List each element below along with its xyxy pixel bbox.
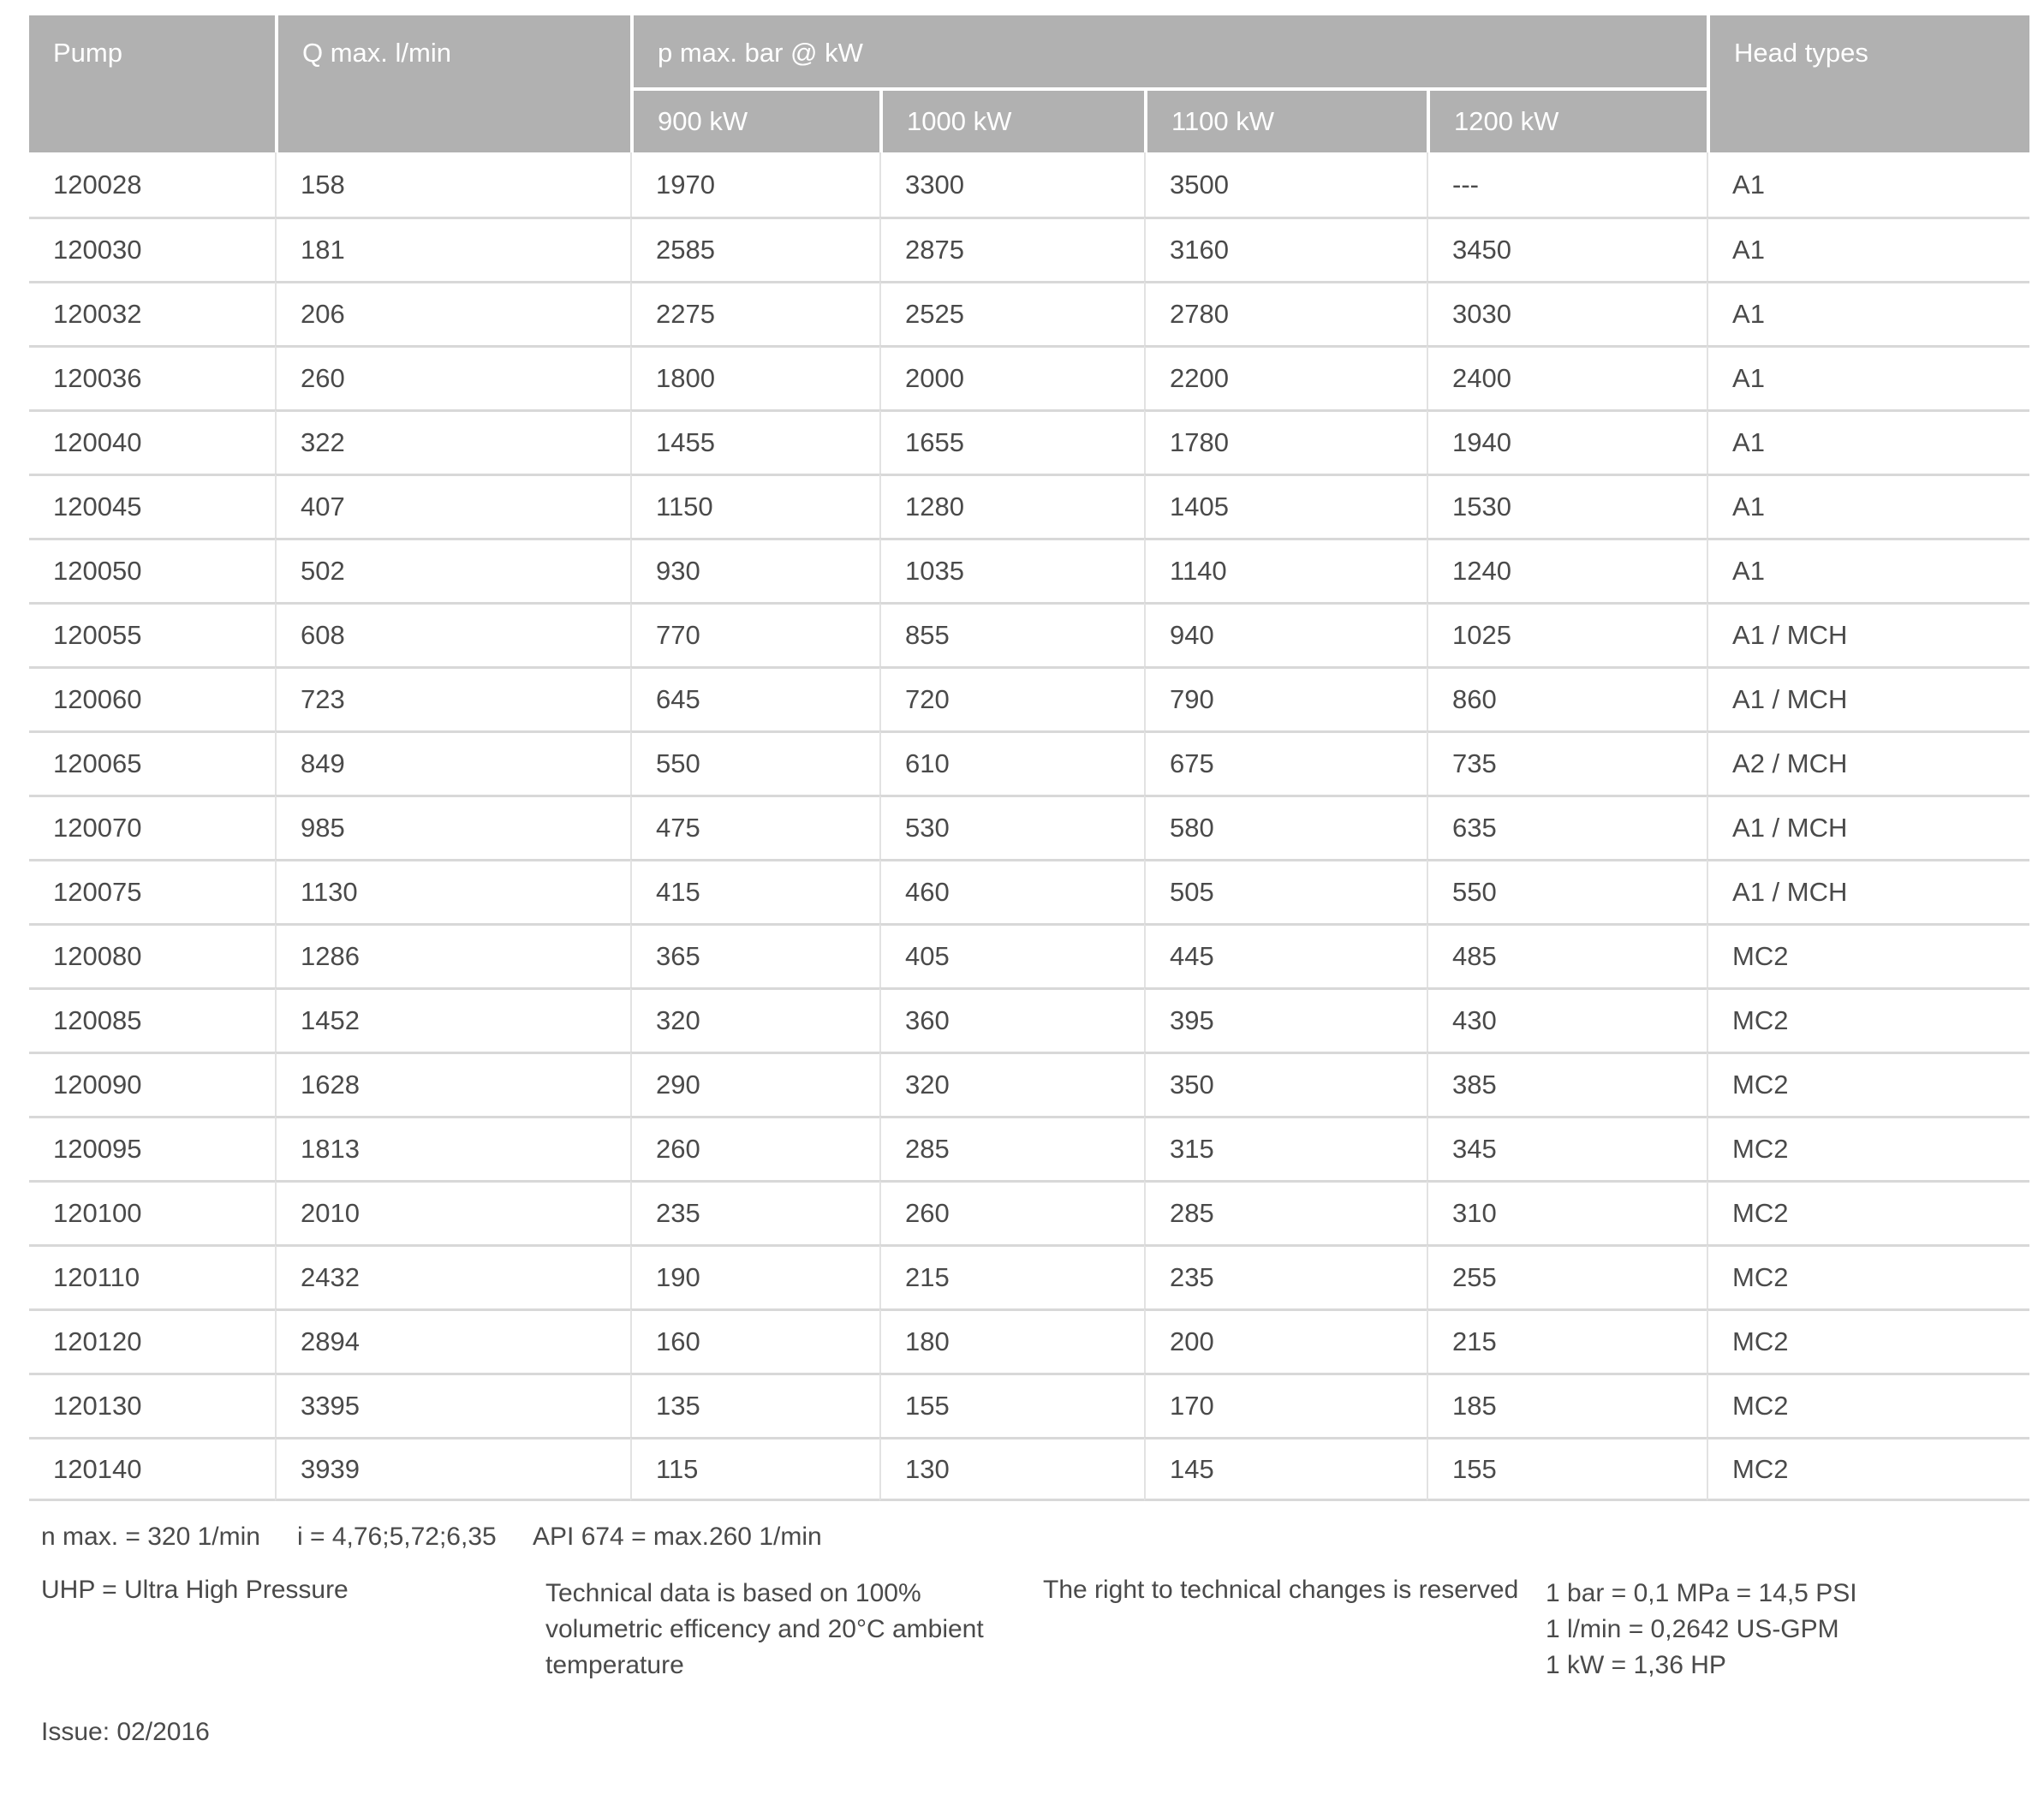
- cell-p-1200kw: 345: [1427, 1116, 1707, 1180]
- cell-pump-id: 120032: [29, 281, 275, 345]
- cell-p-1000kw: 855: [879, 602, 1144, 666]
- cell-p-1000kw: 2875: [879, 217, 1144, 281]
- cell-q-max: 181: [275, 217, 630, 281]
- cell-p-900kw: 1800: [630, 345, 879, 409]
- cell-q-max: 1452: [275, 987, 630, 1052]
- cell-p-1200kw: 430: [1427, 987, 1707, 1052]
- cell-p-1200kw: 185: [1427, 1373, 1707, 1437]
- cell-p-900kw: 260: [630, 1116, 879, 1180]
- table-row: [29, 923, 2029, 987]
- cell-p-1100kw: 1140: [1144, 538, 1427, 602]
- cell-pump-id: 120055: [29, 602, 275, 666]
- cell-p-1200kw: 1940: [1427, 409, 1707, 474]
- footnote-uhp: UHP = Ultra High Pressure: [41, 1576, 349, 1604]
- cell-p-1100kw: 315: [1144, 1116, 1427, 1180]
- cell-head-types: MC2: [1707, 1052, 2029, 1116]
- cell-pump-id: 120100: [29, 1180, 275, 1244]
- cell-head-types: MC2: [1707, 1116, 2029, 1180]
- cell-p-1100kw: 145: [1144, 1437, 1427, 1501]
- issue-date: Issue: 02/2016: [41, 1718, 210, 1746]
- cell-p-1000kw: 460: [879, 859, 1144, 923]
- cell-pump-id: 120075: [29, 859, 275, 923]
- cell-q-max: 158: [275, 152, 630, 217]
- cell-p-1000kw: 1035: [879, 538, 1144, 602]
- table-row: [29, 281, 2029, 345]
- cell-p-1200kw: 550: [1427, 859, 1707, 923]
- cell-p-900kw: 115: [630, 1437, 879, 1501]
- cell-p-1200kw: 255: [1427, 1244, 1707, 1308]
- table-row: [29, 1373, 2029, 1437]
- cell-p-1100kw: 350: [1144, 1052, 1427, 1116]
- cell-p-1000kw: 2000: [879, 345, 1144, 409]
- cell-p-1100kw: 505: [1144, 859, 1427, 923]
- cell-q-max: 206: [275, 281, 630, 345]
- cell-head-types: A1 / MCH: [1707, 666, 2029, 730]
- cell-p-1000kw: 2525: [879, 281, 1144, 345]
- cell-p-1200kw: 3030: [1427, 281, 1707, 345]
- column-header-1100kw: 1100 kW: [1144, 87, 1427, 152]
- cell-pump-id: 120060: [29, 666, 275, 730]
- cell-p-900kw: 2585: [630, 217, 879, 281]
- cell-q-max: 2432: [275, 1244, 630, 1308]
- column-header-qmax: Q max. l/min: [275, 15, 630, 152]
- cell-q-max: 2894: [275, 1308, 630, 1373]
- cell-p-1000kw: 155: [879, 1373, 1144, 1437]
- table-row: [29, 666, 2029, 730]
- column-header-1200kw: 1200 kW: [1427, 87, 1707, 152]
- conversion-kw-hp: 1 kW = 1,36 HP: [1546, 1651, 1726, 1679]
- cell-head-types: MC2: [1707, 1308, 2029, 1373]
- cell-p-1100kw: 395: [1144, 987, 1427, 1052]
- cell-p-1000kw: 530: [879, 795, 1144, 859]
- cell-head-types: MC2: [1707, 1373, 2029, 1437]
- column-header-head-types: Head types: [1707, 15, 2029, 152]
- cell-p-900kw: 930: [630, 538, 879, 602]
- cell-p-1000kw: 180: [879, 1308, 1144, 1373]
- cell-p-1000kw: 260: [879, 1180, 1144, 1244]
- cell-q-max: 322: [275, 409, 630, 474]
- cell-p-1100kw: 3500: [1144, 152, 1427, 217]
- cell-pump-id: 120080: [29, 923, 275, 987]
- footnote-ratio: i = 4,76;5,72;6,35: [297, 1523, 497, 1551]
- cell-q-max: 3939: [275, 1437, 630, 1501]
- footnote-api-674: API 674 = max.260 1/min: [533, 1523, 822, 1551]
- cell-head-types: A1 / MCH: [1707, 602, 2029, 666]
- cell-p-1100kw: 2780: [1144, 281, 1427, 345]
- table-row: [29, 1052, 2029, 1116]
- column-header-pump: Pump: [29, 15, 275, 152]
- cell-p-900kw: 1970: [630, 152, 879, 217]
- cell-head-types: MC2: [1707, 1437, 2029, 1501]
- footnote-unit-conversions: [1546, 1576, 1857, 1684]
- cell-p-1200kw: 3450: [1427, 217, 1707, 281]
- cell-p-900kw: 235: [630, 1180, 879, 1244]
- cell-p-1100kw: 1405: [1144, 474, 1427, 538]
- cell-q-max: 608: [275, 602, 630, 666]
- cell-p-1100kw: 285: [1144, 1180, 1427, 1244]
- cell-p-900kw: 160: [630, 1308, 879, 1373]
- cell-q-max: 407: [275, 474, 630, 538]
- cell-head-types: A1: [1707, 217, 2029, 281]
- cell-head-types: A1 / MCH: [1707, 859, 2029, 923]
- cell-q-max: 849: [275, 730, 630, 795]
- cell-head-types: A1: [1707, 409, 2029, 474]
- cell-q-max: 985: [275, 795, 630, 859]
- cell-head-types: A1: [1707, 281, 2029, 345]
- cell-p-1200kw: 310: [1427, 1180, 1707, 1244]
- cell-pump-id: 120110: [29, 1244, 275, 1308]
- cell-p-1100kw: 200: [1144, 1308, 1427, 1373]
- cell-p-1000kw: 1280: [879, 474, 1144, 538]
- cell-head-types: MC2: [1707, 1180, 2029, 1244]
- cell-p-1200kw: 860: [1427, 666, 1707, 730]
- footnote-technical-line-2: volumetric efficency and 20°C ambient: [545, 1615, 984, 1643]
- footnote-technical-basis: [545, 1576, 984, 1684]
- cell-p-1200kw: 1530: [1427, 474, 1707, 538]
- cell-head-types: MC2: [1707, 923, 2029, 987]
- cell-q-max: 1813: [275, 1116, 630, 1180]
- footnote-rights-reserved: The right to technical changes is reserved: [1043, 1576, 1519, 1604]
- cell-q-max: 1130: [275, 859, 630, 923]
- cell-pump-id: 120036: [29, 345, 275, 409]
- table-row: [29, 795, 2029, 859]
- cell-p-1100kw: 580: [1144, 795, 1427, 859]
- table-row: [29, 602, 2029, 666]
- cell-head-types: A1: [1707, 345, 2029, 409]
- table-row: [29, 152, 2029, 217]
- cell-p-1000kw: 285: [879, 1116, 1144, 1180]
- cell-p-900kw: 475: [630, 795, 879, 859]
- cell-p-900kw: 645: [630, 666, 879, 730]
- cell-q-max: 3395: [275, 1373, 630, 1437]
- footnote-technical-line-3: temperature: [545, 1651, 684, 1679]
- footnote-technical-line-1: Technical data is based on 100%: [545, 1579, 921, 1607]
- cell-p-1000kw: 215: [879, 1244, 1144, 1308]
- cell-p-900kw: 415: [630, 859, 879, 923]
- cell-p-900kw: 2275: [630, 281, 879, 345]
- cell-p-1200kw: 635: [1427, 795, 1707, 859]
- cell-p-1100kw: 235: [1144, 1244, 1427, 1308]
- cell-p-1100kw: 170: [1144, 1373, 1427, 1437]
- cell-head-types: A2 / MCH: [1707, 730, 2029, 795]
- table-row: [29, 859, 2029, 923]
- cell-pump-id: 120070: [29, 795, 275, 859]
- cell-p-1100kw: 675: [1144, 730, 1427, 795]
- cell-p-900kw: 365: [630, 923, 879, 987]
- cell-head-types: MC2: [1707, 1244, 2029, 1308]
- column-header-pmax-group: p max. bar @ kW: [630, 15, 1707, 87]
- cell-p-1100kw: 790: [1144, 666, 1427, 730]
- cell-pump-id: 120050: [29, 538, 275, 602]
- cell-q-max: 1628: [275, 1052, 630, 1116]
- cell-p-1100kw: 2200: [1144, 345, 1427, 409]
- cell-p-1100kw: 1780: [1144, 409, 1427, 474]
- cell-p-1200kw: 385: [1427, 1052, 1707, 1116]
- cell-p-900kw: 770: [630, 602, 879, 666]
- cell-p-1000kw: 610: [879, 730, 1144, 795]
- cell-p-1100kw: 3160: [1144, 217, 1427, 281]
- cell-p-1200kw: ---: [1427, 152, 1707, 217]
- cell-pump-id: 120085: [29, 987, 275, 1052]
- table-header: [29, 15, 2029, 152]
- footnote-n-max: n max. = 320 1/min: [41, 1523, 260, 1551]
- cell-q-max: 2010: [275, 1180, 630, 1244]
- cell-pump-id: 120140: [29, 1437, 275, 1501]
- cell-head-types: A1: [1707, 152, 2029, 217]
- cell-head-types: MC2: [1707, 987, 2029, 1052]
- cell-pump-id: 120120: [29, 1308, 275, 1373]
- cell-pump-id: 120090: [29, 1052, 275, 1116]
- cell-q-max: 1286: [275, 923, 630, 987]
- cell-p-1200kw: 155: [1427, 1437, 1707, 1501]
- cell-pump-id: 120130: [29, 1373, 275, 1437]
- cell-head-types: A1: [1707, 474, 2029, 538]
- cell-p-900kw: 290: [630, 1052, 879, 1116]
- cell-pump-id: 120040: [29, 409, 275, 474]
- cell-p-900kw: 1150: [630, 474, 879, 538]
- cell-pump-id: 120028: [29, 152, 275, 217]
- cell-p-1100kw: 445: [1144, 923, 1427, 987]
- cell-pump-id: 120065: [29, 730, 275, 795]
- cell-pump-id: 120030: [29, 217, 275, 281]
- cell-q-max: 502: [275, 538, 630, 602]
- table-row: [29, 474, 2029, 538]
- cell-q-max: 723: [275, 666, 630, 730]
- cell-p-1000kw: 1655: [879, 409, 1144, 474]
- cell-p-900kw: 550: [630, 730, 879, 795]
- cell-head-types: A1 / MCH: [1707, 795, 2029, 859]
- cell-head-types: A1: [1707, 538, 2029, 602]
- cell-p-1200kw: 735: [1427, 730, 1707, 795]
- table-row: [29, 217, 2029, 281]
- cell-p-1200kw: 485: [1427, 923, 1707, 987]
- cell-p-1200kw: 1240: [1427, 538, 1707, 602]
- table-row: [29, 345, 2029, 409]
- cell-p-1000kw: 130: [879, 1437, 1144, 1501]
- table-body: [29, 152, 2029, 1501]
- column-header-1000kw: 1000 kW: [879, 87, 1144, 152]
- cell-pump-id: 120095: [29, 1116, 275, 1180]
- cell-p-1000kw: 3300: [879, 152, 1144, 217]
- cell-p-1200kw: 2400: [1427, 345, 1707, 409]
- table-row: [29, 538, 2029, 602]
- header-row-main: [29, 15, 2029, 87]
- cell-p-1000kw: 405: [879, 923, 1144, 987]
- table-row: [29, 1437, 2029, 1501]
- table-row: [29, 1308, 2029, 1373]
- column-header-900kw: 900 kW: [630, 87, 879, 152]
- cell-p-900kw: 1455: [630, 409, 879, 474]
- cell-p-1000kw: 360: [879, 987, 1144, 1052]
- cell-p-900kw: 135: [630, 1373, 879, 1437]
- cell-p-1200kw: 215: [1427, 1308, 1707, 1373]
- cell-p-900kw: 320: [630, 987, 879, 1052]
- cell-p-1100kw: 940: [1144, 602, 1427, 666]
- cell-p-900kw: 190: [630, 1244, 879, 1308]
- table-row: [29, 409, 2029, 474]
- table-row: [29, 730, 2029, 795]
- pump-spec-table: [29, 15, 2029, 1501]
- cell-q-max: 260: [275, 345, 630, 409]
- cell-p-1000kw: 720: [879, 666, 1144, 730]
- table-row: [29, 1116, 2029, 1180]
- cell-pump-id: 120045: [29, 474, 275, 538]
- cell-p-1000kw: 320: [879, 1052, 1144, 1116]
- conversion-lmin-gpm: 1 l/min = 0,2642 US-GPM: [1546, 1615, 1839, 1643]
- table-row: [29, 1180, 2029, 1244]
- conversion-bar-psi: 1 bar = 0,1 MPa = 14,5 PSI: [1546, 1579, 1857, 1607]
- table-row: [29, 987, 2029, 1052]
- table-row: [29, 1244, 2029, 1308]
- cell-p-1200kw: 1025: [1427, 602, 1707, 666]
